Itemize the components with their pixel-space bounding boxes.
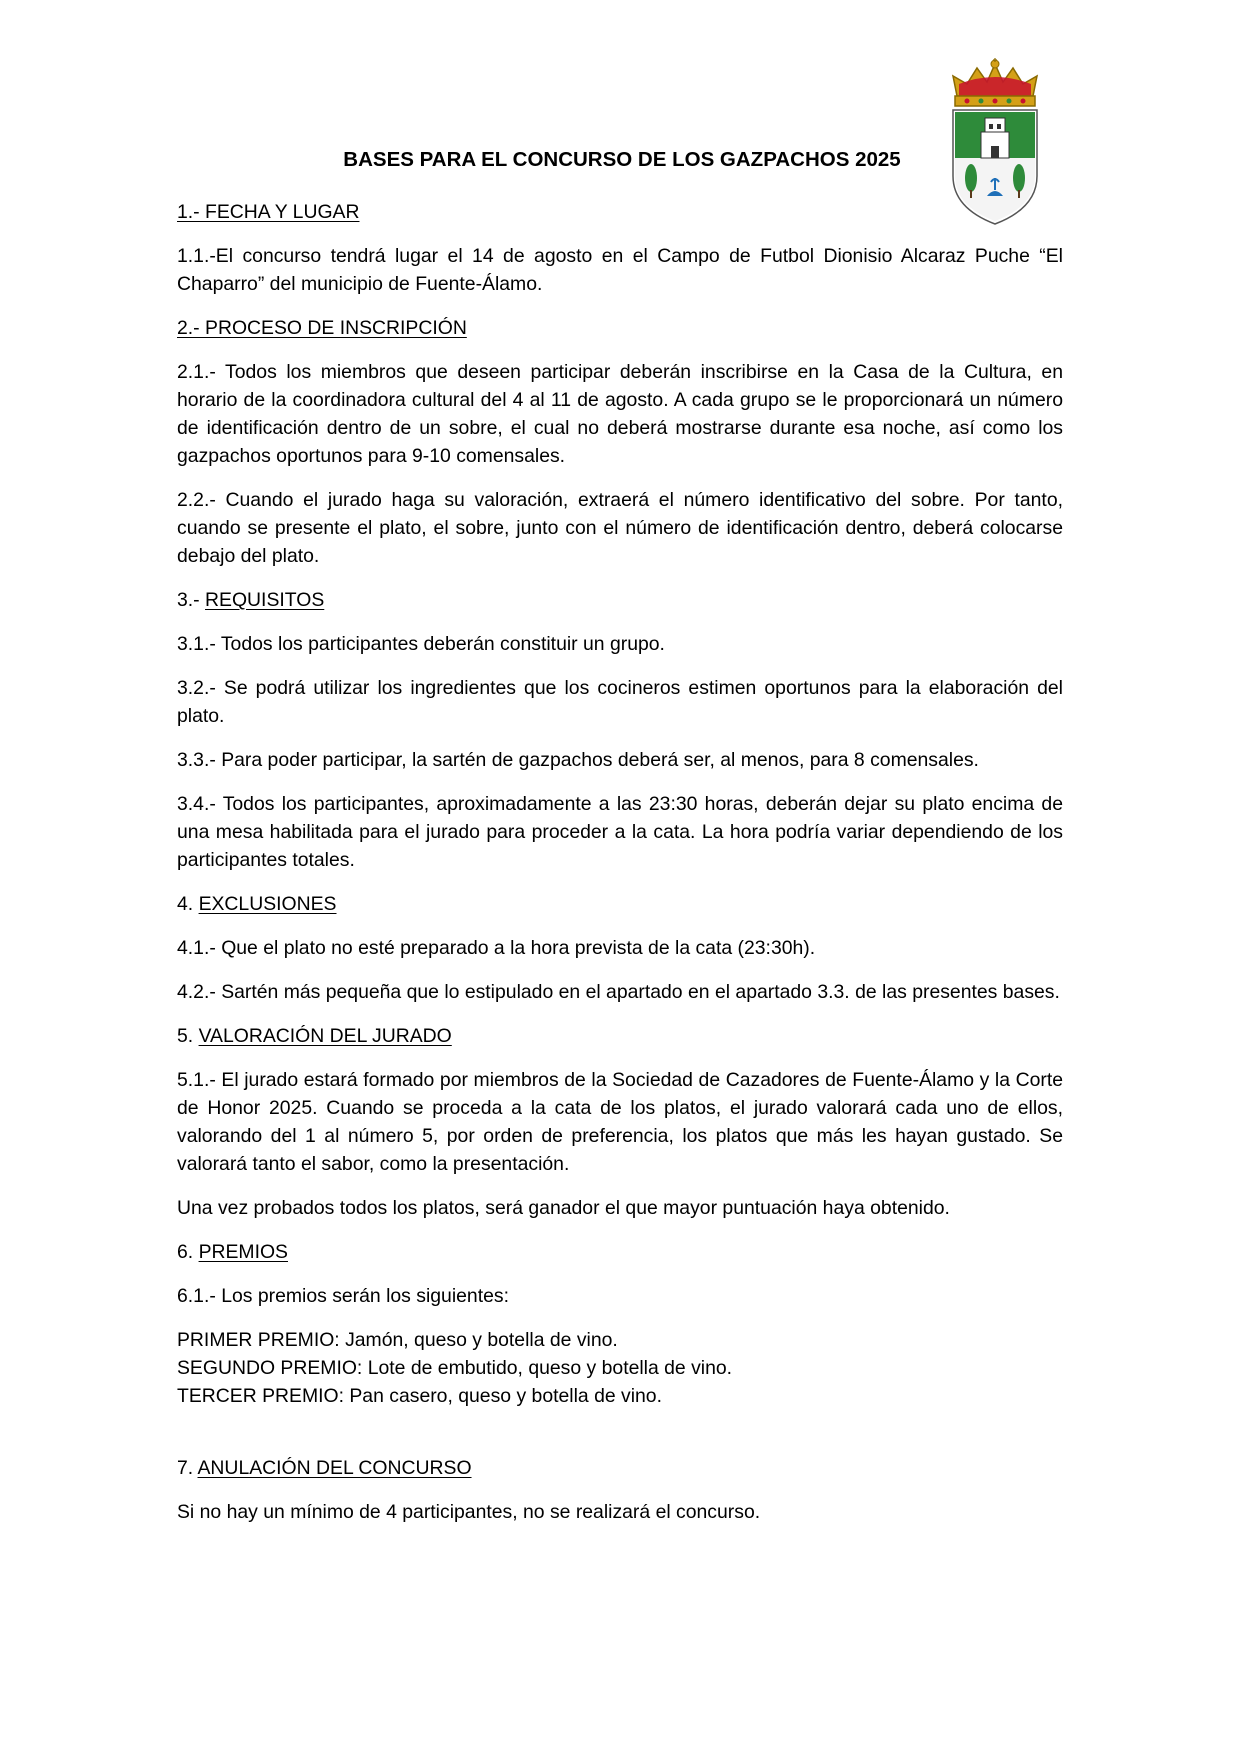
section-heading-anulacion: 7. ANULACIÓN DEL CONCURSO bbox=[177, 1457, 472, 1479]
paragraph-2-2: 2.2.- Cuando el jurado haga su valoración, extraerá el número identificativo del sobre. Por tanto, cuando se presente el plato, el sobre, junto con el número de identificación dentro, deberá colocarse debajo del plato. bbox=[177, 489, 1063, 567]
prize-first: PRIMER PREMIO: Jamón, queso y botella de vino. bbox=[177, 1329, 618, 1351]
prize-second: SEGUNDO PREMIO: Lote de embutido, queso y botella de vino. bbox=[177, 1357, 733, 1379]
paragraph-1-1: 1.1.-El concurso tendrá lugar el 14 de agosto en el Campo de Futbol Dionisio Alcaraz Puche “El Chaparro” del municipio de Fuente-Álamo. bbox=[177, 245, 1063, 295]
paragraph-3-3: 3.3.- Para poder participar, la sartén de gazpachos deberá ser, al menos, para 8 comensales. bbox=[177, 749, 979, 771]
paragraph-4-2: 4.2.- Sartén más pequeña que lo estipulado en el apartado en el apartado 3.3. de las presentes bases. bbox=[177, 981, 1060, 1003]
section-heading-valoracion: 5. VALORACIÓN DEL JURADO bbox=[177, 1025, 452, 1047]
section-heading-premios: 6. PREMIOS bbox=[177, 1241, 288, 1263]
paragraph-7-1: Si no hay un mínimo de 4 participantes, no se realizará el concurso. bbox=[177, 1501, 761, 1523]
paragraph-3-4: 3.4.- Todos los participantes, aproximadamente a las 23:30 horas, deberán dejar su plato encima de una mesa habilitada para el jurado para proceder a la cata. La hora podría variar dependiendo de los participantes totales. bbox=[177, 793, 1063, 871]
section-heading-requisitos: 3.- REQUISITOS bbox=[177, 589, 325, 611]
paragraph-3-2: 3.2.- Se podrá utilizar los ingredientes que los cocineros estimen oportunos para la elaboración del plato. bbox=[177, 677, 1063, 727]
crown-icon bbox=[953, 58, 1037, 106]
section-heading-fecha-lugar: 1.- FECHA Y LUGAR bbox=[177, 201, 360, 223]
paragraph-5-1: 5.1.- El jurado estará formado por miembros de la Sociedad de Cazadores de Fuente-Álamo y la Corte de Honor 2025. Cuando se proceda a la cata de los platos, el jurado valorará cada uno de ellos, valorando del 1 al número 5, por orden de preferencia, los platos que más les hayan gustado. Se valorará tanto el sabor, como la presentación. bbox=[177, 1069, 1063, 1175]
document-body bbox=[177, 198, 1063, 1526]
paragraph-6-1: 6.1.- Los premios serán los siguientes: bbox=[177, 1285, 509, 1307]
section-heading-exclusiones: 4. EXCLUSIONES bbox=[177, 893, 337, 915]
section-heading-inscripcion: 2.- PROCESO DE INSCRIPCIÓN bbox=[177, 317, 467, 339]
paragraph-3-1: 3.1.- Todos los participantes deberán constituir un grupo. bbox=[177, 633, 665, 655]
prize-third: TERCER PREMIO: Pan casero, queso y botella de vino. bbox=[177, 1385, 662, 1407]
paragraph-2-1: 2.1.- Todos los miembros que deseen participar deberán inscribirse en la Casa de la Cultura, en horario de la coordinadora cultural del 4 al 11 de agosto. A cada grupo se le proporcionará un número de identificación dentro de un sobre, el cual no deberá mostrarse durante esa noche, así como los gazpachos oportunos para 9-10 comensales. bbox=[177, 361, 1063, 467]
paragraph-4-1: 4.1.- Que el plato no esté preparado a la hora prevista de la cata (23:30h). bbox=[177, 937, 816, 959]
paragraph-5-2: Una vez probados todos los platos, será ganador el que mayor puntuación haya obtenido. bbox=[177, 1197, 950, 1219]
page-title: BASES PARA EL CONCURSO DE LOS GAZPACHOS 2025 bbox=[343, 148, 901, 171]
